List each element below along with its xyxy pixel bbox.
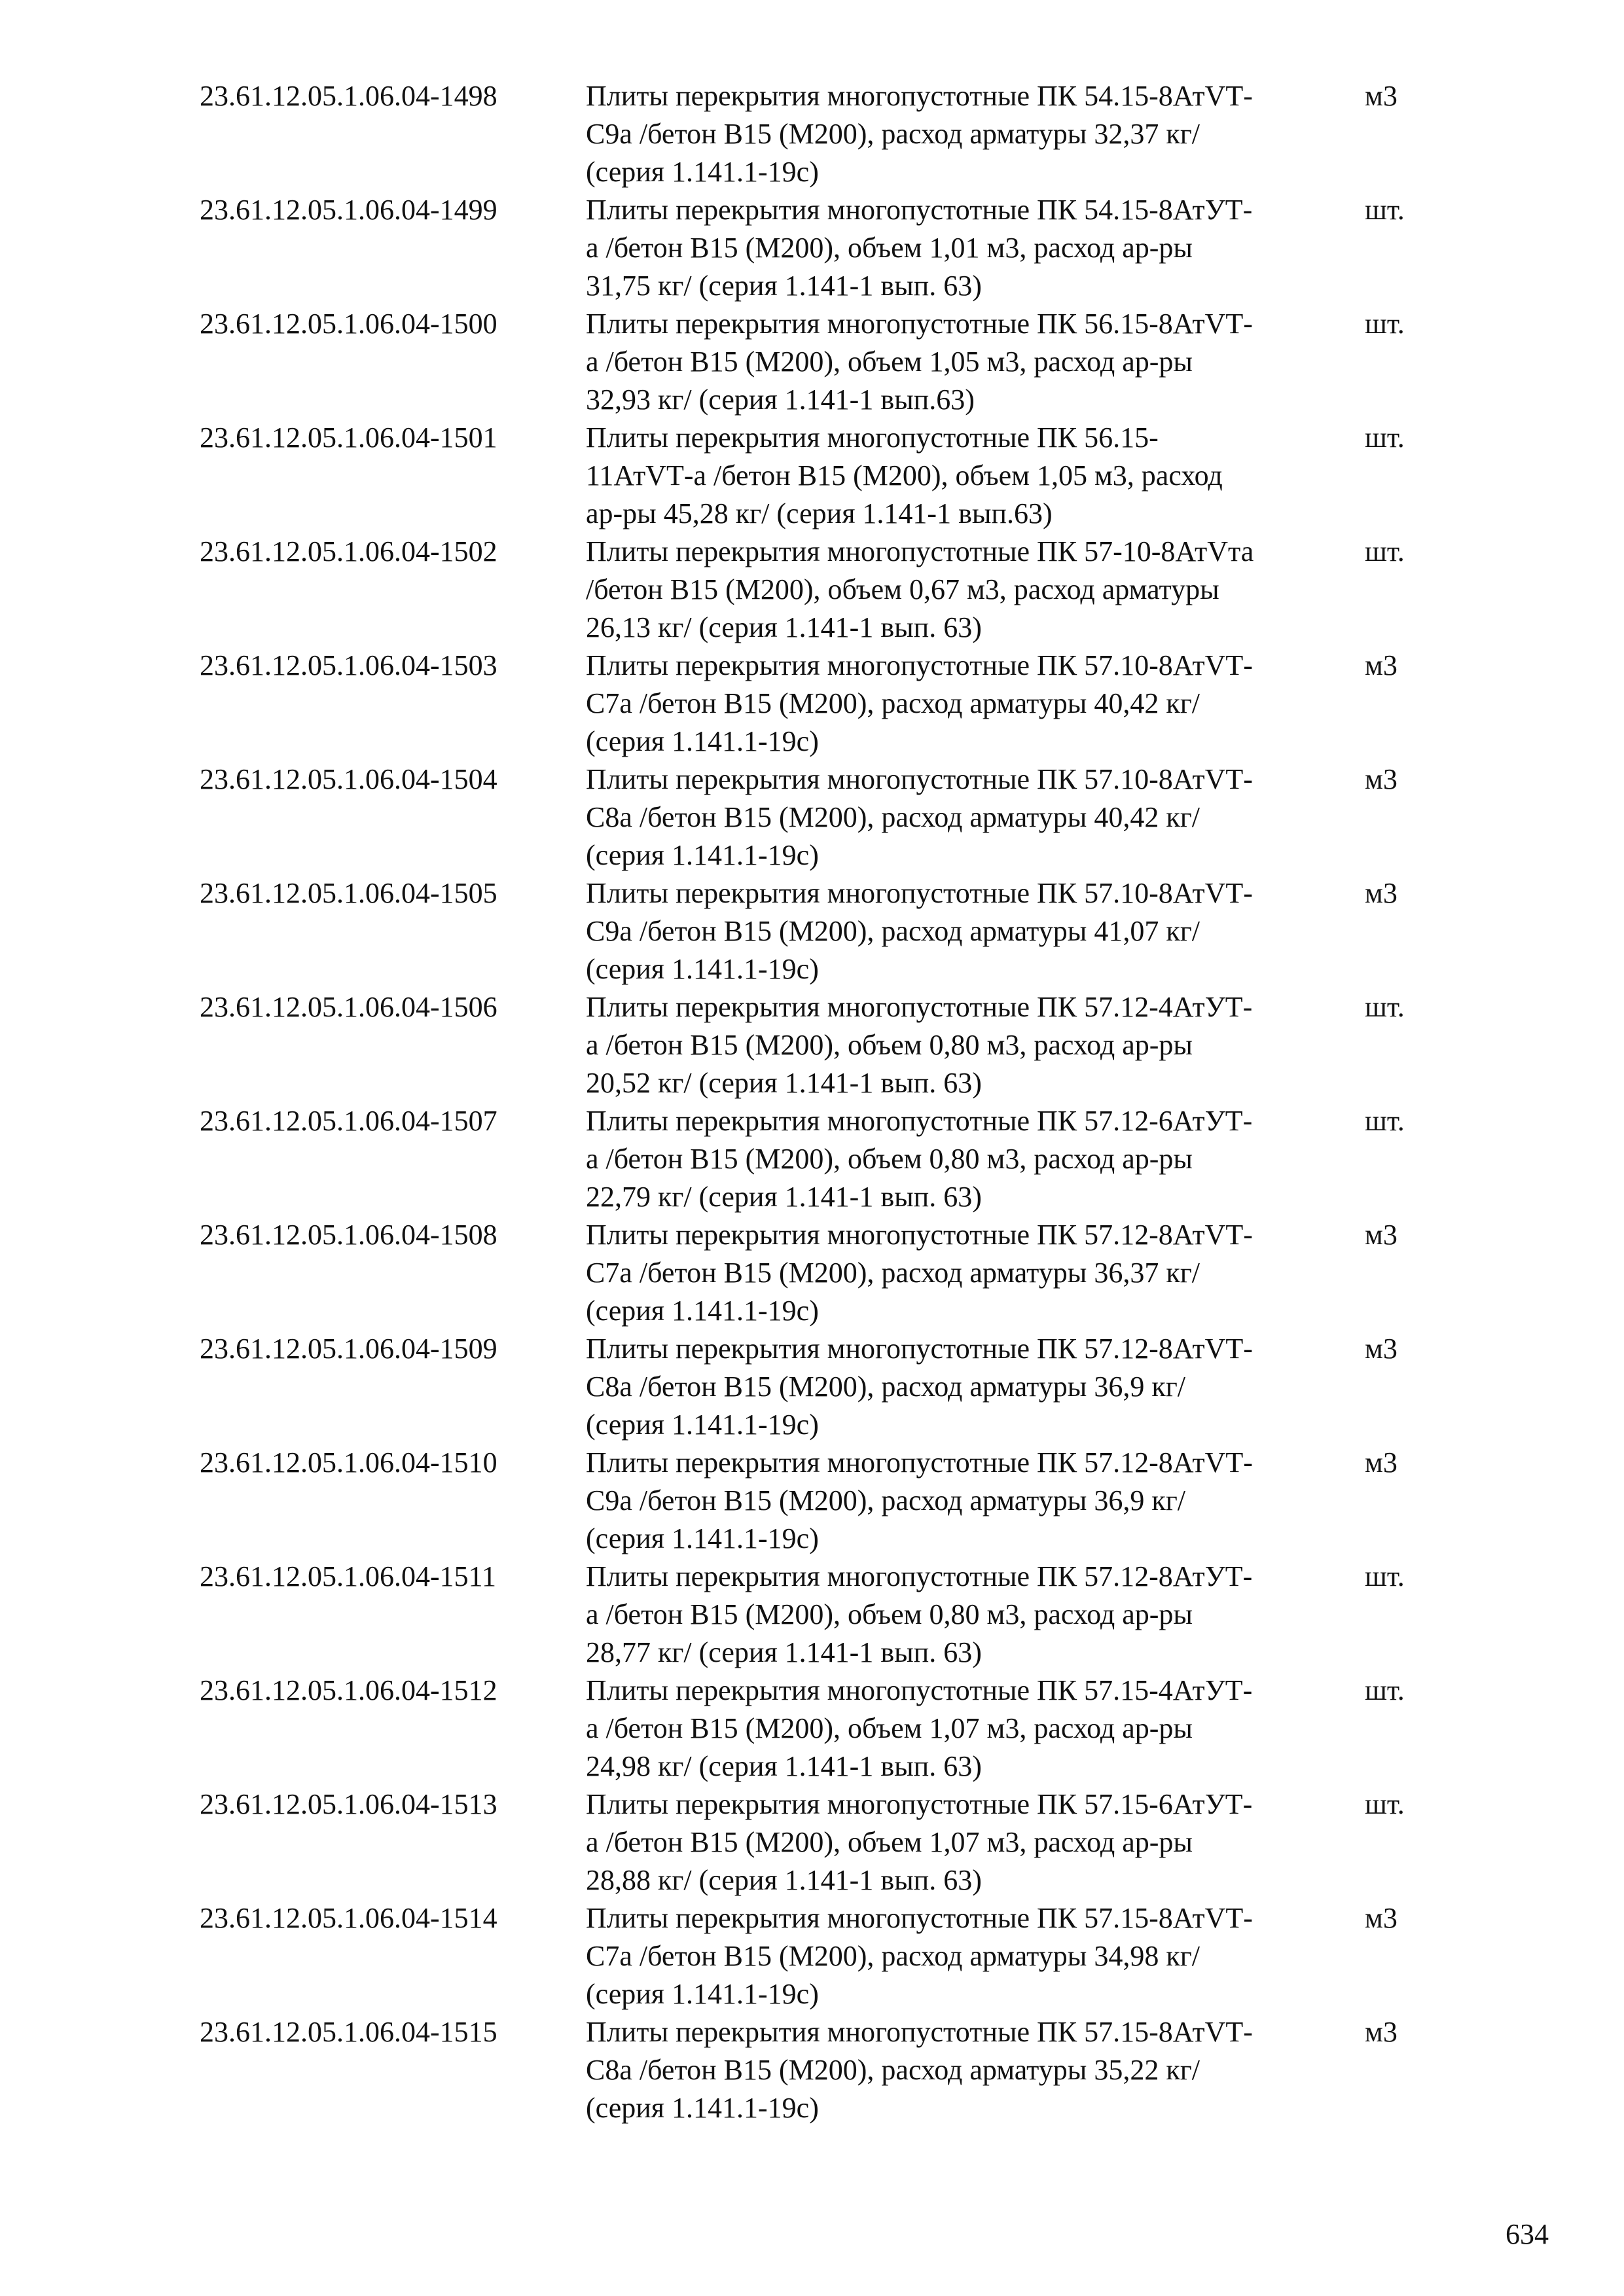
item-unit: м3 bbox=[1365, 1219, 1398, 1251]
item-code: 23.61.12.05.1.06.04-1515 bbox=[200, 2016, 497, 2048]
item-description: Плиты перекрытия многопустотные ПК 54.15-8АтУТ- а /бетон В15 (М200), объем 1,01 м3, расход ар-ры 31,75 кг/ (серия 1.141-1 вып. 63) bbox=[586, 194, 1253, 302]
table-row bbox=[200, 647, 1430, 761]
item-unit: шт. bbox=[1365, 1788, 1405, 1820]
item-unit: м3 bbox=[1365, 80, 1398, 112]
page-number: 634 bbox=[1506, 2218, 1549, 2250]
item-description: Плиты перекрытия многопустотные ПК 57-10-8АтVта /бетон В15 (М200), объем 0,67 м3, расход арматуры 26,13 кг/ (серия 1.141-1 вып. 63) bbox=[586, 535, 1254, 643]
item-unit: шт. bbox=[1365, 1105, 1405, 1137]
price-list-table bbox=[200, 77, 1430, 2127]
item-code: 23.61.12.05.1.06.04-1505 bbox=[200, 877, 497, 909]
table-row bbox=[200, 1216, 1430, 1330]
item-code: 23.61.12.05.1.06.04-1509 bbox=[200, 1333, 497, 1365]
table-row bbox=[200, 2013, 1430, 2127]
item-unit: м3 bbox=[1365, 1333, 1398, 1365]
item-unit: шт. bbox=[1365, 308, 1405, 340]
item-description: Плиты перекрытия многопустотные ПК 56.15- 11АтVТ-а /бетон В15 (М200), объем 1,05 м3, расход ар-ры 45,28 кг/ (серия 1.141-1 вып.63) bbox=[586, 422, 1223, 529]
item-unit: м3 bbox=[1365, 2016, 1398, 2048]
item-description: Плиты перекрытия многопустотные ПК 57.15-6АтУТ- а /бетон В15 (М200), объем 1,07 м3, расход ар-ры 28,88 кг/ (серия 1.141-1 вып. 63) bbox=[586, 1788, 1253, 1896]
table-row bbox=[200, 305, 1430, 419]
item-code: 23.61.12.05.1.06.04-1499 bbox=[200, 194, 497, 226]
item-code: 23.61.12.05.1.06.04-1511 bbox=[200, 1560, 497, 1592]
item-code: 23.61.12.05.1.06.04-1506 bbox=[200, 991, 497, 1023]
table-row bbox=[200, 988, 1430, 1102]
table-row bbox=[200, 77, 1430, 191]
item-description: Плиты перекрытия многопустотные ПК 57.15-8АтVТ- С8а /бетон В15 (М200), расход арматуры 35,22 кг/ (серия 1.141.1-19с) bbox=[586, 2016, 1253, 2124]
item-unit: шт. bbox=[1365, 991, 1405, 1023]
table-row bbox=[200, 1330, 1430, 1444]
table-row bbox=[200, 1785, 1430, 1899]
item-description: Плиты перекрытия многопустотные ПК 57.10-8АтVТ- С7а /бетон В15 (М200), расход арматуры 40,42 кг/ (серия 1.141.1-19с) bbox=[586, 649, 1253, 757]
item-code: 23.61.12.05.1.06.04-1512 bbox=[200, 1674, 497, 1706]
item-unit: м3 bbox=[1365, 1446, 1398, 1479]
item-unit: м3 bbox=[1365, 1902, 1398, 1934]
item-description: Плиты перекрытия многопустотные ПК 57.15-4АтУТ- а /бетон В15 (М200), объем 1,07 м3, расход ар-ры 24,98 кг/ (серия 1.141-1 вып. 63) bbox=[586, 1674, 1253, 1782]
item-description: Плиты перекрытия многопустотные ПК 57.15-8АтVТ- С7а /бетон В15 (М200), расход арматуры 34,98 кг/ (серия 1.141.1-19с) bbox=[586, 1902, 1253, 2010]
item-unit: шт. bbox=[1365, 1674, 1405, 1706]
item-code: 23.61.12.05.1.06.04-1504 bbox=[200, 763, 497, 795]
item-description: Плиты перекрытия многопустотные ПК 57.12-8АтVТ- С9а /бетон В15 (М200), расход арматуры 36,9 кг/ (серия 1.141.1-19с) bbox=[586, 1446, 1253, 1554]
item-description: Плиты перекрытия многопустотные ПК 57.12-8АтVТ- С8а /бетон В15 (М200), расход арматуры 36,9 кг/ (серия 1.141.1-19с) bbox=[586, 1333, 1253, 1441]
item-code: 23.61.12.05.1.06.04-1513 bbox=[200, 1788, 497, 1820]
item-description: Плиты перекрытия многопустотные ПК 57.12-4АтУТ- а /бетон В15 (М200), объем 0,80 м3, расход ар-ры 20,52 кг/ (серия 1.141-1 вып. 63) bbox=[586, 991, 1253, 1099]
item-unit: м3 bbox=[1365, 877, 1398, 909]
item-unit: шт. bbox=[1365, 1560, 1405, 1592]
table-row bbox=[200, 874, 1430, 988]
item-description: Плиты перекрытия многопустотные ПК 57.12-8АтУТ- а /бетон В15 (М200), объем 0,80 м3, расход ар-ры 28,77 кг/ (серия 1.141-1 вып. 63) bbox=[586, 1560, 1253, 1668]
table-row bbox=[200, 1899, 1430, 2013]
item-unit: шт. bbox=[1365, 535, 1405, 567]
item-code: 23.61.12.05.1.06.04-1507 bbox=[200, 1105, 497, 1137]
item-description: Плиты перекрытия многопустотные ПК 57.10-8АтVТ- С8а /бетон В15 (М200), расход арматуры 40,42 кг/ (серия 1.141.1-19с) bbox=[586, 763, 1253, 871]
item-description: Плиты перекрытия многопустотные ПК 56.15-8АтVТ- а /бетон В15 (М200), объем 1,05 м3, расход ар-ры 32,93 кг/ (серия 1.141-1 вып.63) bbox=[586, 308, 1253, 416]
item-code: 23.61.12.05.1.06.04-1503 bbox=[200, 649, 497, 681]
item-unit: шт. bbox=[1365, 422, 1405, 454]
item-unit: м3 bbox=[1365, 763, 1398, 795]
item-code: 23.61.12.05.1.06.04-1510 bbox=[200, 1446, 497, 1479]
item-unit: шт. bbox=[1365, 194, 1405, 226]
item-description: Плиты перекрытия многопустотные ПК 57.12-6АтУТ- а /бетон В15 (М200), объем 0,80 м3, расход ар-ры 22,79 кг/ (серия 1.141-1 вып. 63) bbox=[586, 1105, 1253, 1213]
item-code: 23.61.12.05.1.06.04-1501 bbox=[200, 422, 497, 454]
table-row bbox=[200, 761, 1430, 874]
item-code: 23.61.12.05.1.06.04-1508 bbox=[200, 1219, 497, 1251]
table-row bbox=[200, 533, 1430, 647]
item-code: 23.61.12.05.1.06.04-1502 bbox=[200, 535, 497, 567]
item-code: 23.61.12.05.1.06.04-1514 bbox=[200, 1902, 497, 1934]
table-row bbox=[200, 1444, 1430, 1558]
table-row bbox=[200, 1672, 1430, 1785]
table-row bbox=[200, 1558, 1430, 1672]
item-description: Плиты перекрытия многопустотные ПК 57.12-8АтVТ- С7а /бетон В15 (М200), расход арматуры 36,37 кг/ (серия 1.141.1-19с) bbox=[586, 1219, 1253, 1327]
item-description: Плиты перекрытия многопустотные ПК 57.10-8АтVТ- С9а /бетон В15 (М200), расход арматуры 41,07 кг/ (серия 1.141.1-19с) bbox=[586, 877, 1253, 985]
item-code: 23.61.12.05.1.06.04-1498 bbox=[200, 80, 497, 112]
table-row bbox=[200, 1102, 1430, 1216]
item-unit: м3 bbox=[1365, 649, 1398, 681]
item-code: 23.61.12.05.1.06.04-1500 bbox=[200, 308, 497, 340]
table-row bbox=[200, 419, 1430, 533]
item-description: Плиты перекрытия многопустотные ПК 54.15-8АтVТ- С9а /бетон В15 (М200), расход арматуры 32,37 кг/ (серия 1.141.1-19с) bbox=[586, 80, 1253, 188]
table-row bbox=[200, 191, 1430, 305]
